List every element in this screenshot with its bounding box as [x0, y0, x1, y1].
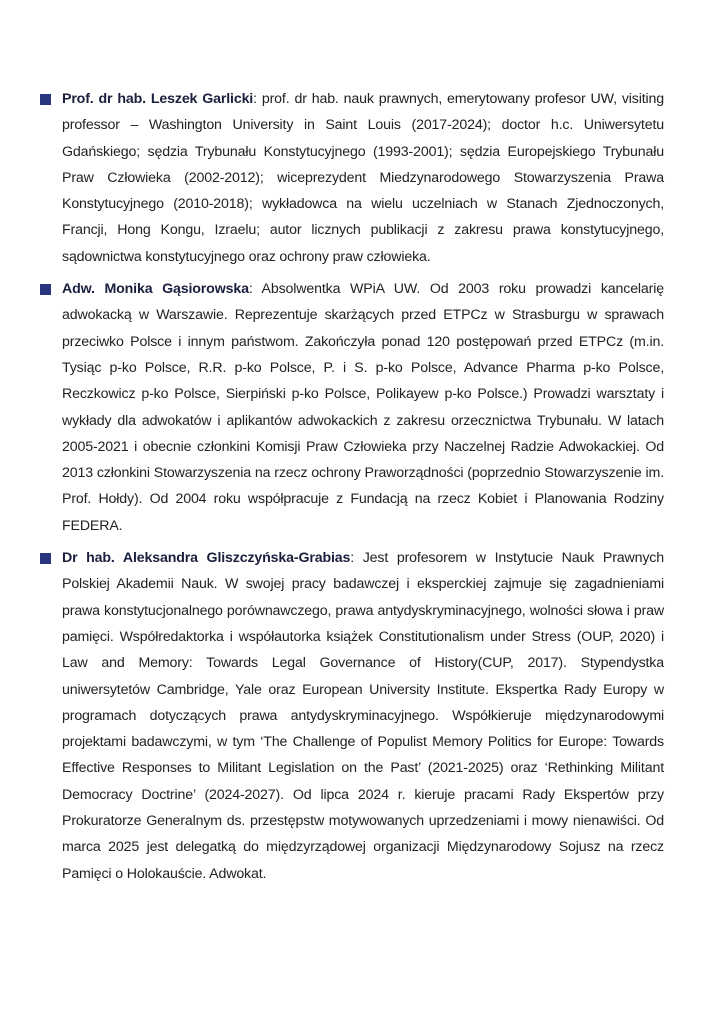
- name-separator: :: [253, 91, 257, 107]
- bio-paragraph: [62, 276, 664, 539]
- document-page: [40, 86, 664, 893]
- bio-text: Absolwentka WPiA UW. Od 2003 roku prowadzi kancelarię adwokacką w Warszawie. Reprezentuje skarżących przed ETPCz w Strasburgu w sprawach przeciwko Polsce i innym państwom. Zakończyła ponad 120 postępowań przed ETPCz (m.in. Tysiąc p-ko Polsce, R.R. p-ko Polsce, P. i S. p-ko Polsce, Advance Pharma p-ko Polsce, Reczkowicz p-ko Polsce, Sierpiński p-ko Polsce, Polikayew p-ko Polsce.) Prowadzi warsztaty i wykłady dla adwokatów i aplikantów adwokackich z zakresu orzecznictwa Trybunału. W latach 2005-2021 i obecnie członkini Komisji Praw Człowieka przy Naczelnej Radzie Adwokackiej. Od 2013 członkini Stowarzyszenia na rzecz ochrony Praworządności (poprzednio Stowarzyszenie im. Prof. Hołdy). Od 2004 roku współpracuje z Fundacją na rzecz Kobiet i Planowania Rodziny FEDERA.: [62, 281, 664, 534]
- square-bullet-icon: [40, 553, 51, 564]
- bio-entry-gasiorowska: [40, 276, 664, 539]
- name-separator: :: [248, 281, 253, 298]
- bio-entry-garlicki: [40, 86, 664, 270]
- person-name: Dr hab. Aleksandra Gliszczyńska-Grabias: [62, 550, 351, 567]
- bio-entry-gliszczynska-grabias: [40, 545, 664, 887]
- bio-paragraph: [62, 545, 664, 887]
- bio-text: prof. dr hab. nauk prawnych, emerytowany profesor UW, visiting professor – Washington University in Saint Louis (2017-2024); doctor h.c. Uniwersytetu Gdańskiego; sędzia Trybunału Konstytucyjnego (1993-2001); sędzia Europejskiego Trybunału Praw Człowieka (2002-2012); wiceprezydent Miedzynarodowego Stowarzyszenia Prawa Konstytucyjnego (2010-2018); wykładowca na wielu uczelniach w Stanach Zjednoczonych, Francji, Hong Kongu, Izraelu; autor licznych publikacji z zakresu prawa konstytucyjnego, sądownictwa konstytucyjnego oraz ochrony praw człowieka.: [62, 91, 664, 265]
- square-bullet-icon: [40, 94, 51, 105]
- person-name: Adw. Monika Gąsiorowska: [62, 281, 249, 298]
- person-name: Prof. dr hab. Leszek Garlicki: [62, 91, 254, 107]
- square-bullet-icon: [40, 284, 51, 295]
- bio-text: Jest profesorem w Instytucie Nauk Prawnych Polskiej Akademii Nauk. W swojej pracy badawczej i eksperckiej zajmuje się zagadnieniami prawa konstytucjonalnego porównawczego, prawa antydyskryminacyjnego, wolności słowa i praw pamięci. Współredaktorka i współautorka książek Constitutionalism under Stress (OUP, 2020) i Law and Memory: Towards Legal Governance of History(CUP, 2017). Stypendystka uniwersytetów Cambridge, Yale oraz European University Institute. Ekspertka Rady Europy w programach dotyczących prawa antydyskryminacyjnego. Współkieruje międzynarodowymi projektami badawczymi, w tym ‘The Challenge of Populist Memory Politics for Europe: Towards Effective Responses to Militant Legislation on the Past’ (2021-2025) oraz ‘Rethinking Militant Democracy Doctrine’ (2024-2027). Od lipca 2024 r. kieruje pracami Rady Ekspertów przy Prokuratorze Generalnym ds. przestępstw motywowanych uprzedzeniami i mowy nienawiści. Od marca 2025 jest delegatką do międzyrządowej organizacji Międzynarodowy Sojusz na rzecz Pamięci o Holokauście. Adwokat.: [62, 550, 664, 882]
- name-separator: :: [350, 550, 355, 567]
- bio-paragraph: [62, 86, 664, 270]
